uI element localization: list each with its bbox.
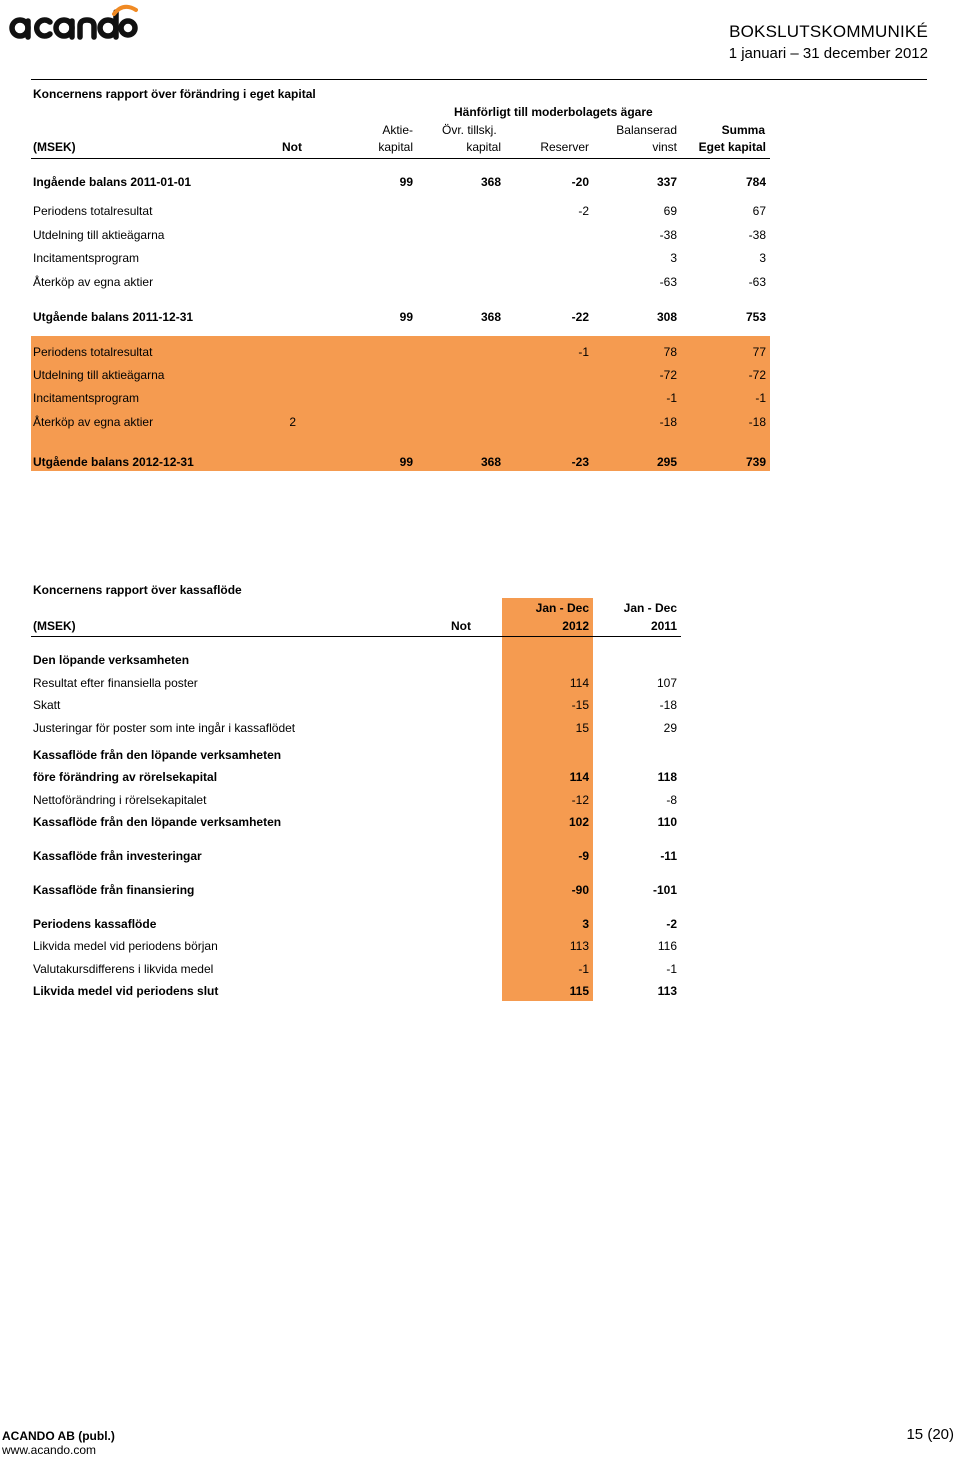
ovr-kapital-cell: 368 — [480, 175, 501, 189]
summa-eget-kapital-cell: -38 — [748, 228, 766, 242]
value-2012-cell: -12 — [571, 793, 589, 807]
col-not: Not — [282, 140, 302, 154]
cashflow-row-label: Nettoförändring i rörelsekapitalet — [33, 793, 207, 807]
value-2011-cell: -8 — [666, 793, 677, 807]
col-msek: (MSEK) — [33, 140, 76, 154]
cashflow-row-label: Kassaflöde från investeringar — [33, 849, 202, 863]
equity-row-label: Utdelning till aktieägarna — [33, 368, 165, 382]
col-aktie-line2: kapital — [378, 140, 413, 154]
reserver-cell: -22 — [571, 310, 589, 324]
balanserad-vinst-cell: 69 — [663, 204, 677, 218]
equity-row-label: Incitamentsprogram — [33, 391, 140, 405]
aktiekapital-cell: 99 — [399, 455, 413, 469]
summa-eget-kapital-cell: -18 — [748, 415, 766, 429]
equity-row-label: Periodens totalresultat — [33, 345, 153, 359]
value-2012-cell: 15 — [575, 721, 589, 735]
value-2011-cell: 29 — [663, 721, 677, 735]
balanserad-vinst-cell: 3 — [670, 251, 677, 265]
equity-row-label: Incitamentsprogram — [33, 251, 140, 265]
value-2011-cell: 113 — [657, 984, 677, 998]
report-title: BOKSLUTSKOMMUNIKÉ — [729, 22, 928, 41]
cashflow-row-label: Kassaflöde från den löpande verksamheten — [33, 748, 282, 762]
value-2011-cell: 107 — [656, 676, 677, 690]
reserver-cell: -2 — [578, 204, 589, 218]
cashflow-row-label: Valutakursdifferens i likvida medel — [33, 962, 214, 976]
value-2011-cell: 116 — [657, 939, 677, 953]
col-aktie-line1: Aktie- — [382, 123, 413, 137]
cf-col-not: Not — [451, 619, 471, 633]
balanserad-vinst-cell: -38 — [659, 228, 677, 242]
equity-row-label: Återköp av egna aktier — [33, 275, 154, 289]
reserver-cell: -23 — [571, 455, 589, 469]
cashflow-row-label: Periodens kassaflöde — [33, 917, 157, 931]
cashflow-row-label: Resultat efter finansiella poster — [33, 676, 198, 690]
summa-eget-kapital-cell: 3 — [759, 251, 766, 265]
summa-eget-kapital-cell: -63 — [748, 275, 766, 289]
cashflow-title: Koncernens rapport över kassaflöde — [33, 583, 242, 597]
value-2011-cell: -1 — [666, 962, 677, 976]
value-2012-cell: 114 — [569, 770, 589, 784]
value-2012-cell: -90 — [571, 883, 589, 897]
aktiekapital-cell: 99 — [399, 175, 413, 189]
summa-eget-kapital-cell: 784 — [745, 175, 766, 189]
value-2012-cell: 115 — [569, 984, 589, 998]
equity-row-label: Ingående balans 2011-01-01 — [33, 175, 192, 189]
balanserad-vinst-cell: -72 — [659, 368, 677, 382]
balanserad-vinst-cell: 78 — [663, 345, 677, 359]
equity-header-rule — [31, 158, 770, 159]
equity-row-label: Utgående balans 2012-12-31 — [33, 455, 194, 469]
value-2011-cell: -11 — [660, 849, 677, 863]
ovr-kapital-cell: 368 — [480, 310, 501, 324]
cashflow-row-label: Justeringar för poster som inte ingår i kassaflödet — [33, 721, 296, 735]
ovr-kapital-cell: 368 — [480, 455, 501, 469]
equity-group-header: Hänförligt till moderbolagets ägare — [454, 105, 653, 119]
reserver-cell: -1 — [578, 345, 589, 359]
page-number: 15 (20) — [906, 1426, 954, 1443]
summa-eget-kapital-cell: 77 — [752, 345, 766, 359]
reserver-cell: -20 — [571, 175, 589, 189]
cashflow-row-label: före förändring av rörelsekapital — [33, 770, 218, 784]
equity-row-label: Utdelning till aktieägarna — [33, 228, 165, 242]
equity-title: Koncernens rapport över förändring i eget kapital — [33, 87, 316, 101]
col-2012-line2: 2012 — [562, 619, 589, 633]
value-2012-cell: 113 — [569, 939, 589, 953]
col-bal-line1: Balanserad — [616, 123, 677, 137]
col-bal-line2: vinst — [652, 140, 677, 154]
value-2012-cell: -1 — [578, 962, 589, 976]
col-2011-line1: Jan - Dec — [623, 601, 677, 615]
value-2011-cell: -101 — [652, 883, 677, 897]
equity-row-label: Periodens totalresultat — [33, 204, 153, 218]
footer-website[interactable]: www.acando.com — [2, 1443, 97, 1457]
value-2012-cell: 3 — [582, 917, 589, 931]
value-2012-cell: -15 — [571, 698, 589, 712]
cashflow-row-label: Kassaflöde från finansiering — [33, 883, 195, 897]
equity-row-label: Utgående balans 2011-12-31 — [33, 310, 194, 324]
not-cell: 2 — [289, 415, 296, 429]
equity-row-label: Återköp av egna aktier — [33, 415, 154, 429]
value-2011-cell: -2 — [666, 917, 677, 931]
summa-eget-kapital-cell: 67 — [752, 204, 766, 218]
cf-col-msek: (MSEK) — [33, 619, 76, 633]
summa-eget-kapital-cell: -1 — [755, 391, 766, 405]
balanserad-vinst-cell: -18 — [659, 415, 677, 429]
balanserad-vinst-cell: -63 — [659, 275, 677, 289]
col-2011-line2: 2011 — [650, 619, 677, 633]
summa-eget-kapital-cell: 739 — [745, 455, 766, 469]
header-divider — [31, 79, 927, 80]
col-sum-line1: Summa — [721, 123, 765, 137]
cashflow-row-label: Likvida medel vid periodens början — [33, 939, 218, 953]
balanserad-vinst-cell: -1 — [666, 391, 677, 405]
value-2012-cell: -9 — [578, 849, 589, 863]
summa-eget-kapital-cell: 753 — [745, 310, 766, 324]
report-period: 1 januari – 31 december 2012 — [728, 45, 928, 62]
balanserad-vinst-cell: 337 — [656, 175, 677, 189]
cashflow-row-label: Den löpande verksamheten — [33, 653, 190, 667]
cashflow-row-label: Likvida medel vid periodens slut — [33, 984, 219, 998]
cashflow-row-label: Skatt — [33, 698, 61, 712]
aktiekapital-cell: 99 — [399, 310, 413, 324]
acando-logo — [6, 4, 138, 42]
col-reserver: Reserver — [540, 140, 589, 154]
value-2012-cell: 102 — [568, 815, 589, 829]
value-2012-cell: 114 — [569, 676, 589, 690]
col-2012-line1: Jan - Dec — [535, 601, 589, 615]
value-2011-cell: 118 — [657, 770, 677, 784]
balanserad-vinst-cell: 308 — [656, 310, 677, 324]
summa-eget-kapital-cell: -72 — [748, 368, 766, 382]
value-2011-cell: 110 — [657, 815, 677, 829]
balanserad-vinst-cell: 295 — [656, 455, 677, 469]
col-ovr-line1: Övr. tillskj. — [442, 123, 497, 137]
col-ovr-line2: kapital — [466, 140, 501, 154]
cashflow-header-rule — [31, 636, 681, 637]
value-2011-cell: -18 — [659, 698, 677, 712]
cashflow-row-label: Kassaflöde från den löpande verksamheten — [33, 815, 282, 829]
col-sum-line2: Eget kapital — [698, 140, 766, 154]
footer-company: ACANDO AB (publ.) — [2, 1429, 115, 1443]
